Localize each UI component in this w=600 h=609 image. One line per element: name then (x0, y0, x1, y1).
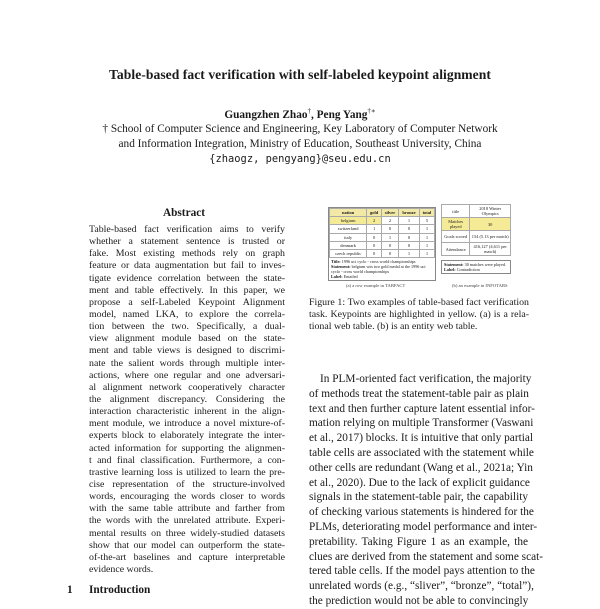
table-row (330, 217, 435, 225)
table-cell: 1 (419, 225, 434, 233)
table-cell: belgium (330, 217, 367, 225)
table-cell: 0 (367, 241, 381, 249)
subcaption-b: (b) an example in INFOTABS (452, 283, 508, 288)
subcaption-a: (a) a row example in TABFACT (346, 283, 406, 288)
table-cell: 1 (399, 249, 420, 257)
affiliation-mark: † (307, 107, 311, 115)
table-cell: 154 (5.13 per match) (470, 231, 511, 243)
table-row (442, 231, 511, 243)
table-cell: Goals scored (442, 231, 470, 243)
abstract-line: the alignment discrepancy. Considering the (89, 393, 285, 405)
body-line: In PLM-oriented fact verification, the majority (320, 373, 532, 385)
meta-key: Statement: (331, 264, 351, 270)
table-cell: switzerland (330, 225, 367, 233)
abstract-line: with the same table attribute and farther from (89, 503, 285, 515)
abstract-body (89, 224, 285, 576)
abstract-line: whether a statement sentence is trusted or (89, 236, 285, 248)
abstract-line: tion between the two. Specifically, a dual- (89, 321, 285, 333)
table-row (442, 205, 511, 218)
table-row (330, 233, 435, 241)
table-cell: 0 (381, 241, 398, 249)
abstract-line: t and final classification. Furthermore, a con- (89, 454, 285, 466)
table-row (442, 218, 511, 231)
table-header-cell: total (419, 209, 434, 217)
abstract-line: show that our model can outperform the state- (89, 539, 285, 551)
body-line: et al., 2020). Due to the lack of explicit guidance (309, 476, 530, 489)
table-cell: 1 (419, 233, 434, 241)
abstract-line: ment and table effectively. In this paper, we (89, 284, 285, 296)
meta-value: belgium win two gold medal at the 1996 uci cyclo - cross world championships (331, 264, 426, 275)
abstract-line: ment and table views is designed to discrimi- (89, 345, 285, 357)
caption-line: Figure 1: Two examples of table-based fact verification (309, 297, 529, 308)
abstract-line: mental results on three widely-studied datasets (89, 527, 285, 539)
table-cell: 1 (399, 217, 420, 225)
caption-line: task. Keypoints are highlighted in yellow. (a) is a rela- (309, 309, 529, 321)
abstract-line: fake. Most existing methods rely on graph (89, 248, 285, 260)
body-line: PLMs, deteriorating model performance and inter- (309, 520, 538, 533)
table-row (442, 243, 511, 256)
table-header-cell: silver (381, 209, 398, 217)
abstract-line: ment module, we introduce a novel mixture-of- (89, 418, 285, 430)
table-cell: 1 (419, 241, 434, 249)
table-cell: 0 (381, 249, 398, 257)
abstract-line: actions, where one regular and one adversari- (89, 369, 285, 381)
body-line: signals in the statement-table pair, the capability (309, 491, 528, 504)
abstract-line: al alignment network cooperatively character (89, 381, 285, 393)
body-line: of methods treat the statement-table pair as plain (309, 387, 529, 400)
table-row (330, 249, 435, 257)
table-header-cell: gold (367, 209, 381, 217)
affiliation-mark: †∗ (367, 107, 376, 115)
section-title: Introduction (89, 584, 151, 596)
abstract-line: cise representation of the structure-involved (89, 478, 285, 490)
table-cell: 0 (381, 225, 398, 233)
author-name: Peng Yang (316, 108, 368, 121)
abstract-line: of-the-art baselines and capture interpretable (89, 551, 285, 563)
figure-caption (309, 297, 529, 334)
table-cell: 0 (399, 233, 420, 241)
section-number: 1 (67, 584, 73, 596)
body-line: et al., 2017) blocks. It is intuitive that only partial (309, 432, 534, 445)
table-cell: 0 (367, 233, 381, 241)
author-line (0, 107, 600, 121)
meta-value: 1996 uci cyclo - cross world championships (341, 259, 416, 265)
abstract-line: acted information for supporting the alignmen- (89, 442, 285, 454)
affiliation-line: † School of Computer Science and Engineering, Key Laboratory of Computer Network (102, 123, 498, 135)
table-b (441, 204, 511, 256)
body-line: text and then further capture latent essential infor- (309, 402, 535, 415)
table-header-row (330, 209, 435, 217)
meta-label (444, 267, 508, 272)
table-cell: 1 (419, 249, 434, 257)
abstract-line: propose a self-Labeled Keypoint Alignment (89, 296, 285, 308)
author-separator: , (311, 108, 317, 121)
table-cell: Attendance (442, 243, 470, 256)
meta-key: Label: (331, 274, 343, 280)
table-cell: 0 (367, 249, 381, 257)
meta-value: Entailed (343, 274, 358, 280)
table-cell: 5 (419, 217, 434, 225)
abstract-line: trastive learning loss is utilized to learn the pre- (89, 466, 285, 478)
body-line: unrelated words (e.g., “sliver”, “bronze”, “total”), (309, 580, 534, 593)
abstract-line: experts block to elaborately integrate the inter- (89, 430, 285, 442)
table-cell: czech republic (330, 249, 367, 257)
body-line: table cells are associated with the statement while (309, 446, 534, 459)
abstract-line: model, named LKA, to explore the correla- (89, 308, 285, 320)
table-cell: 30 (470, 218, 511, 231)
abstract-line: words, encouraging the words closer to words (89, 491, 285, 503)
abstract-line: the words with the unrelated attribute. Experi- (89, 515, 285, 527)
body-text (309, 372, 544, 609)
abstract-line: Table-based fact verification aims to verify (89, 224, 285, 235)
meta-value: Contradiction (456, 267, 480, 272)
table-a-meta (329, 258, 435, 280)
table-row (330, 241, 435, 249)
abstract-line: tigate evidence correlation between the state- (89, 272, 285, 284)
table-cell: 0 (399, 225, 420, 233)
paper-title: Table-based fact verification with self-labeled keypoint alignment (109, 67, 491, 82)
meta-label (331, 274, 433, 279)
section-heading (67, 584, 150, 596)
abstract-line: view alignment module based on the state- (89, 333, 285, 345)
table-cell: italy (330, 233, 367, 241)
table-cell: 1 (381, 233, 398, 241)
meta-value: 30 matches were played. (464, 262, 506, 267)
affiliation-line: and Information Integration, Ministry of Education, Southeast University, China (118, 138, 482, 150)
abstract-heading: Abstract (162, 207, 206, 219)
body-line: clues are derived from the statement and some scat- (309, 550, 544, 563)
table-cell: Matches played (442, 218, 470, 231)
body-line: the prediction would not be able to convincingly (309, 594, 529, 607)
abstract-line: feature or data augmentation but fail to inves- (89, 260, 285, 272)
table-cell: 0 (399, 241, 420, 249)
table-cell: 416,127 (4,611 per match) (470, 243, 511, 256)
table-cell: 1 (367, 225, 381, 233)
meta-key: Statement: (444, 262, 464, 267)
table-cell: 2 (367, 217, 381, 225)
meta-key: Title: (331, 259, 341, 265)
table-cell: 2 (381, 217, 398, 225)
table-cell: denmark (330, 241, 367, 249)
meta-key: Label: (444, 267, 456, 272)
table-body (442, 205, 511, 256)
abstract-line: evidence words. (89, 563, 154, 575)
figure-table-b (441, 204, 511, 274)
table-b-meta (441, 260, 511, 274)
caption-line: tional web table. (b) is an entity web table. (309, 321, 478, 333)
figure-table-a (328, 207, 436, 281)
author-name: Guangzhen Zhao (224, 108, 308, 121)
body-line: tered table cells. If the model pays attention to the (309, 565, 535, 578)
table-a (329, 208, 435, 258)
table-cell: 2018 Winter Olympics (470, 205, 511, 218)
meta-statement (331, 264, 433, 274)
body-line: pretability. Taking Figure 1 as an example, the (309, 535, 528, 548)
table-header-cell: bronze (399, 209, 420, 217)
table-row (330, 225, 435, 233)
author-email: {zhaogz, pengyang}@seu.edu.cn (209, 153, 391, 165)
abstract-line: nate the salient words through multiple inter- (89, 357, 285, 369)
body-line: mation relying on multiple Transformer (Vaswani (309, 417, 534, 430)
body-line: of checking various statements is hindered for the (309, 506, 534, 519)
affiliation-block (0, 122, 600, 167)
abstract-line: interaction characteristic inherent in the align- (89, 406, 285, 418)
body-line: other cells are redundant (Wang et al., 2021a; Yin (309, 461, 533, 474)
table-header-cell: nation (330, 209, 367, 217)
table-body (330, 217, 435, 258)
table-cell: title (442, 205, 470, 218)
